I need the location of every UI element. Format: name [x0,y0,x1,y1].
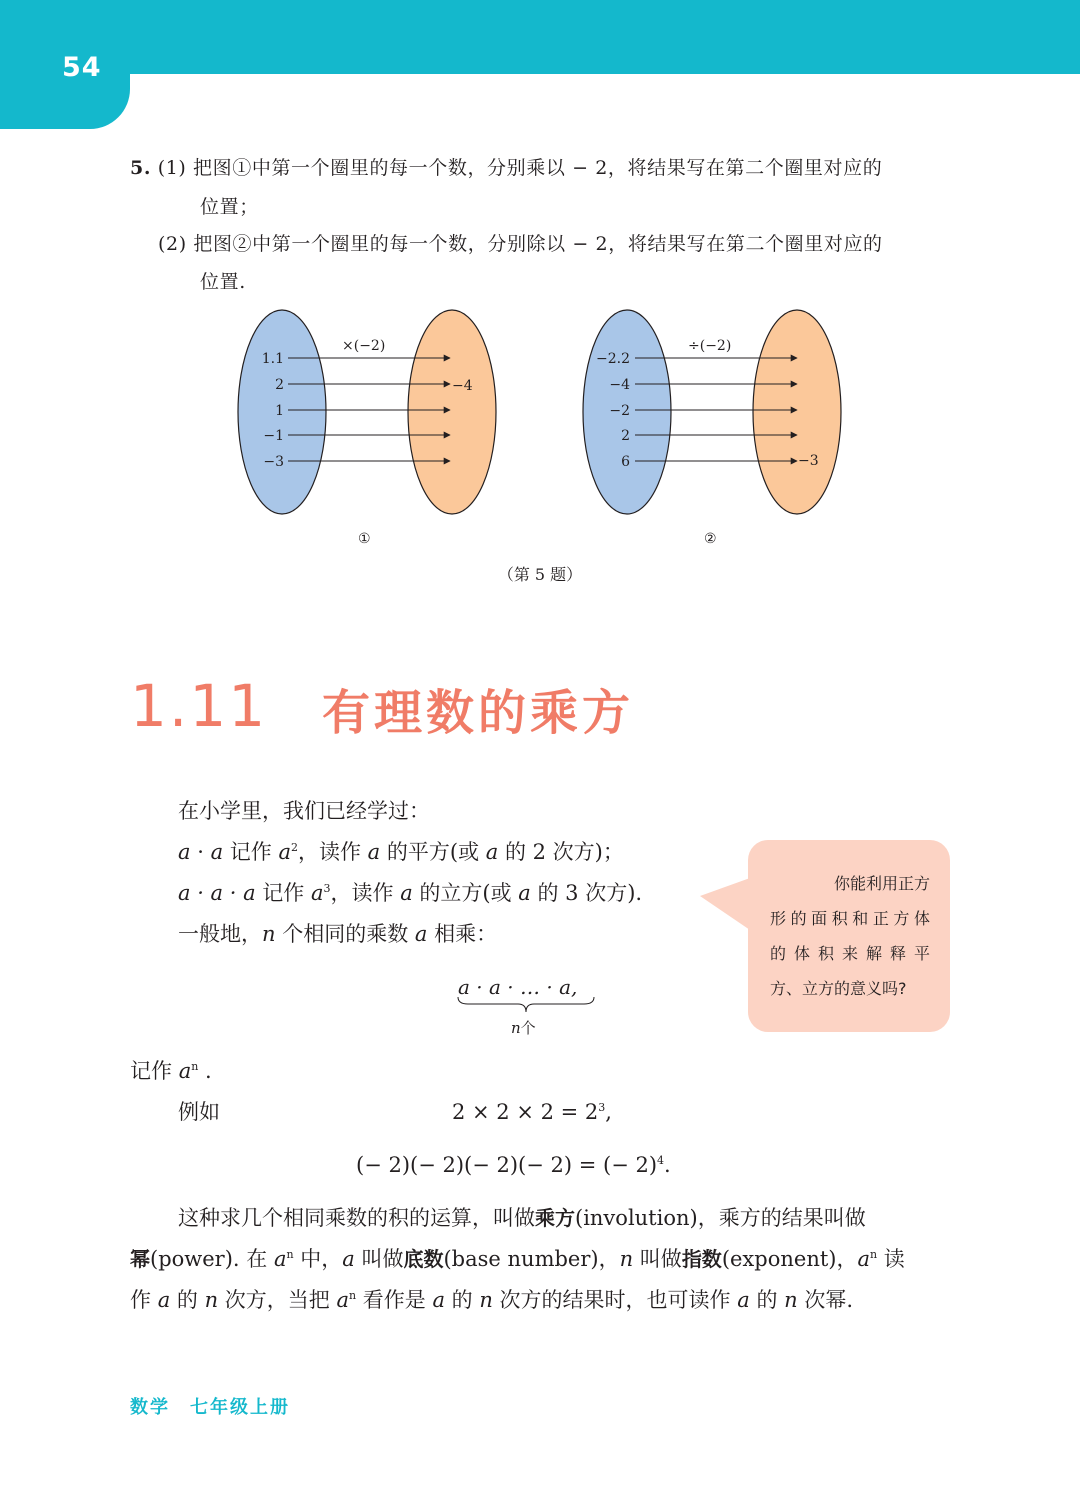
def2-c: 叫做 [354,1247,404,1271]
bubble-line-3: 的体积来解释平 [770,944,930,963]
cube-text3: 的立方(或 [412,881,519,905]
def3-a: 作 [130,1288,158,1312]
hint-bubble-text [770,866,930,1006]
sq-text2: ，读作 [297,840,368,864]
sq-text3: 的平方(或 [380,840,486,864]
def3-e: 的 [444,1288,480,1312]
fig2-value-1: −2.2 [596,351,630,367]
def2-a: (power). 在 [150,1247,274,1271]
definition-line-1 [178,1204,866,1232]
fig1-answer: −4 [452,378,473,394]
intro-text: 在小学里，我们已经学过： [178,799,430,823]
def2-base2: a [857,1247,871,1271]
def2-b: 中， [293,1247,343,1271]
general-text3: 相乘： [427,922,498,946]
bubble-line-1: 你能利用正方 [833,874,930,893]
header-band [0,0,1080,74]
term-power: 幂 [130,1247,150,1271]
exercise-part1-cont: 位置； [200,196,259,218]
sq-var2: a [485,840,499,864]
def1-a: 这种求几个相同乘数的积的运算，叫做 [178,1206,535,1230]
ex2-exp: 4 [657,1154,665,1167]
def3-var2: a [432,1288,445,1312]
fig1-right-ellipse [408,310,496,514]
def3-n2: n [479,1288,493,1312]
ex2-expr: (− 2)(− 2)(− 2)(− 2) = (− 2) [356,1153,658,1177]
exercise-part2-cont: 位置. [200,271,246,293]
def3-n3: n [784,1288,798,1312]
def1-b: (involution)，乘方的结果叫做 [575,1206,866,1230]
notation-base: a [178,1059,192,1083]
bubble-line-4: 方、立方的意义吗? [770,979,907,998]
fig2-value-3: −2 [609,403,630,419]
notation-end: . [198,1059,212,1083]
exercise-line-2 [158,232,883,256]
fig1-operation: ×(−2) [342,338,386,354]
def3-var3: a [737,1288,750,1312]
ex1-expr: 2 × 2 × 2 = 2 [452,1100,599,1124]
cube-base: a [310,881,324,905]
def2-exp: n [286,1248,294,1261]
cube-exp: 3 [323,882,331,895]
example-2 [356,1151,671,1179]
page-number: 54 [62,52,102,83]
fig1-value-4: −1 [263,428,284,444]
def2-exp2: n [870,1248,878,1261]
cube-expr: a · a · a [178,881,256,905]
ex1-end: , [605,1100,612,1124]
example-1 [452,1098,612,1126]
exercise-number: 5. [130,157,152,179]
sq-dot: · [190,840,211,864]
def2-d: (base number)， [443,1247,620,1271]
general-n: n [262,922,276,946]
bubble-line-2: 形的面积和正方体 [770,909,930,928]
exercise-part1-text: 把图①中第一个圈里的每一个数，分别乘以 − 2，将结果写在第二个圈里对应的 [193,157,883,179]
section-title: 有理数的乘方 [322,685,635,741]
def3-g: 的 [749,1288,785,1312]
sq-a: a [178,840,191,864]
def3-f: 次方的结果时，也可读作 [492,1288,738,1312]
brace-unit: 个 [520,1019,536,1037]
exercise-part1-label: (1) [157,157,187,179]
diagram-caption: （第 5 题） [497,565,583,584]
section-number: 1.11 [130,672,268,740]
cube-text2: ，读作 [330,881,401,905]
exercise-part2-text: 把图②中第一个圈里的每一个数，分别除以 − 2，将结果写在第二个圈里对应的 [193,233,883,255]
notation-exp: n [191,1060,199,1073]
fig1-value-2: 2 [275,377,284,393]
exercise-line-1 [130,156,882,180]
fig1-value-3: 1 [275,403,284,419]
sq-exp: 2 [290,841,298,854]
def3-h: 次幂. [797,1288,854,1312]
cube-definition [178,879,642,907]
fig1-value-1: 1.1 [261,351,284,367]
brace-label [511,1017,536,1038]
fig2-label: ② [704,531,717,547]
def2-var: a [342,1247,355,1271]
fig2-value-5: 6 [621,454,630,470]
fig2-answer: −3 [798,453,819,469]
fig2-right-ellipse [753,310,841,514]
sq-var: a [367,840,381,864]
product-expression: a · a · … · a, [458,975,578,999]
square-definition [178,838,624,866]
def3-exp: n [349,1289,357,1302]
fig2-value-4: 2 [621,428,630,444]
example-label: 例如 [178,1100,220,1124]
general-text2: 个相同的乘数 [275,922,415,946]
def3-base: a [336,1288,349,1312]
general-a: a [414,922,428,946]
sq-base: a [278,840,291,864]
def2-f: (exponent)， [721,1247,858,1271]
mapping-diagram [230,300,850,560]
sq-text1: 记作 [223,840,279,864]
exercise-part2-label: (2) [158,233,187,255]
definition-line-3 [130,1286,853,1314]
def2-base: a [273,1247,287,1271]
fig2-value-2: −4 [609,377,630,393]
sq-a2: a [210,840,224,864]
cube-var2: a [518,881,531,905]
term-base-number: 底数 [403,1247,444,1271]
notation-text: 记作 [130,1059,179,1083]
def3-var: a [157,1288,171,1312]
sq-text4: 的 2 次方)； [498,840,624,864]
ex1-exp: 3 [598,1101,606,1114]
cube-var: a [400,881,413,905]
brace-n: n [511,1019,521,1037]
fig1-value-5: −3 [263,454,284,470]
definition-line-2 [130,1245,905,1273]
footer-label: 数学 七年级上册 [130,1397,290,1418]
term-involution: 乘方 [535,1206,575,1230]
general-text1: 一般地， [178,922,262,946]
fig2-operation: ÷(−2) [688,338,732,354]
general-statement [178,920,497,948]
def3-d: 看作是 [356,1288,433,1312]
cube-text4: 的 3 次方). [530,881,643,905]
ex2-end: . [664,1153,671,1177]
def3-c: 次方，当把 [218,1288,337,1312]
term-exponent: 指数 [681,1247,722,1271]
bubble-tail [700,878,750,930]
underbrace [456,995,606,1015]
def3-b: 的 [170,1288,205,1312]
cube-text1: 记作 [255,881,311,905]
def3-n: n [204,1288,219,1312]
def2-e: 叫做 [633,1247,682,1271]
notation-line [130,1057,212,1085]
fig1-label: ① [358,531,371,547]
def2-n: n [619,1247,634,1271]
def2-g: 读 [877,1247,905,1271]
